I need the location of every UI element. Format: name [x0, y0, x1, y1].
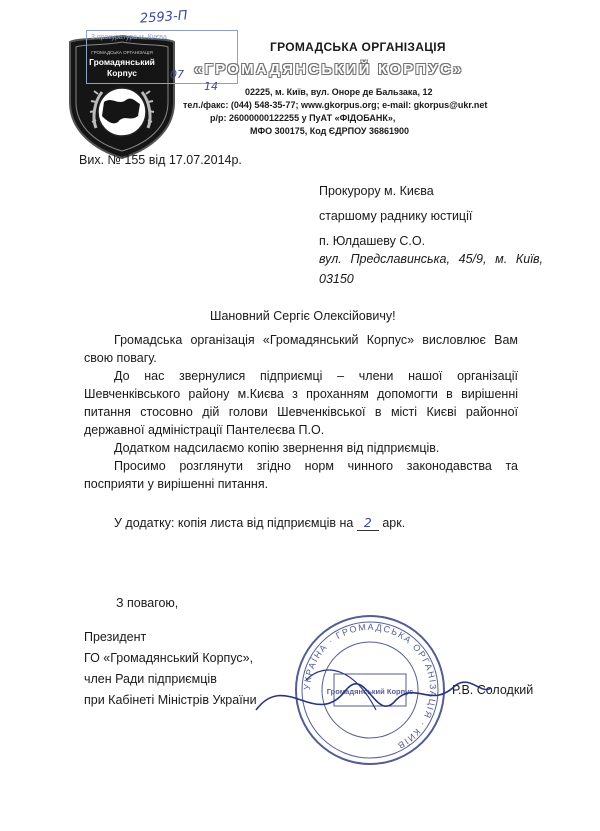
signer-cabinet: при Кабінеті Міністрів України: [84, 693, 257, 707]
letter-body: [84, 331, 518, 493]
recipient-postcode: 03150: [319, 272, 354, 286]
letterhead-address: 02225, м. Київ, вул. Оноре де Бальзака, 12: [245, 87, 433, 97]
paragraph-ask: Просимо розглянути згідно норм чинного законодавства та посприяти у вирішенні питання.: [84, 459, 518, 491]
attachment-line: [114, 515, 405, 531]
emblem-title: Громадянський: [89, 57, 155, 67]
paragraph-attachment: Додатком надсилаємо копію звернення від підприємців.: [114, 441, 440, 455]
seal-center-text: Громадянський Корпус: [326, 687, 414, 696]
paragraph-respect: Громадська організація «Громадянський Корпус» висловлює Вам свою повагу.: [84, 333, 518, 365]
recipient-rank: старшому раднику юстиції: [319, 209, 473, 223]
outgoing-number: Вих. № 155 від 17.07.2014р.: [79, 153, 242, 167]
recipient-title: Прокурору м. Києва: [319, 184, 434, 198]
incoming-mark-year: 14: [204, 80, 218, 93]
letterhead-org-type: ГРОМАДСЬКА ОРГАНІЗАЦІЯ: [270, 40, 446, 54]
attachment-prefix: У додатку: копія листа від підприємців на: [114, 516, 354, 530]
emblem-subtitle: Корпус: [107, 68, 137, 78]
signer-organization: ГО «Громадянський Корпус»,: [84, 651, 254, 665]
handwritten-signature: [246, 640, 496, 750]
signer-name: Р.В. Солодкий: [452, 683, 534, 697]
incoming-mark-month: 07: [170, 68, 184, 81]
signer-position: Президент: [84, 630, 147, 644]
attachment-page-count: 2: [357, 515, 379, 531]
salutation: Шановний Сергіє Олексійовичу!: [210, 309, 396, 323]
signer-block: [84, 627, 257, 711]
incoming-stamp-text: 3 прокуратура м. Києва: [91, 34, 167, 41]
letterhead-bank: р/р: 26000000122255 у ПуАТ «ФІДОБАНК»,: [210, 113, 396, 123]
signer-council: член Ради підприємців: [84, 672, 217, 686]
incoming-registration-number: 2593-П: [139, 8, 189, 27]
seal-ring-text: УКРАЇНА · ГРОМАДСЬКА ОРГАНІЗАЦІЯ · КИЇВ: [301, 621, 439, 752]
paragraph-request: До нас звернулися підприємці – члени нашої організації Шевченківського району м.Києва з проханням допомогти в вирішенні питання стосовно дій голови Шевченківської в місті Києві районної державної адміністрації Пантелеєва П.О.: [84, 369, 518, 437]
recipient-name: п. Юлдашеву С.О.: [319, 234, 426, 248]
attachment-suffix: арк.: [382, 516, 406, 530]
emblem-top-text: ГРОМАДСЬКА ОРГАНІЗАЦІЯ: [91, 50, 153, 55]
recipient-street: вул. Предславинська, 45/9, м. Київ,: [319, 252, 543, 266]
closing-regards: З повагою,: [116, 596, 179, 610]
letterhead-contacts: тел./факс: (044) 548-35-77; www.gkorpus.org; e-mail: gkorpus@ukr.net: [183, 100, 488, 110]
letterhead-org-name: «ГРОМАДЯНСЬКИЙ КОРПУС»: [194, 61, 464, 78]
letterhead-codes: МФО 300175, Код ЄДРПОУ 36861900: [250, 126, 410, 136]
